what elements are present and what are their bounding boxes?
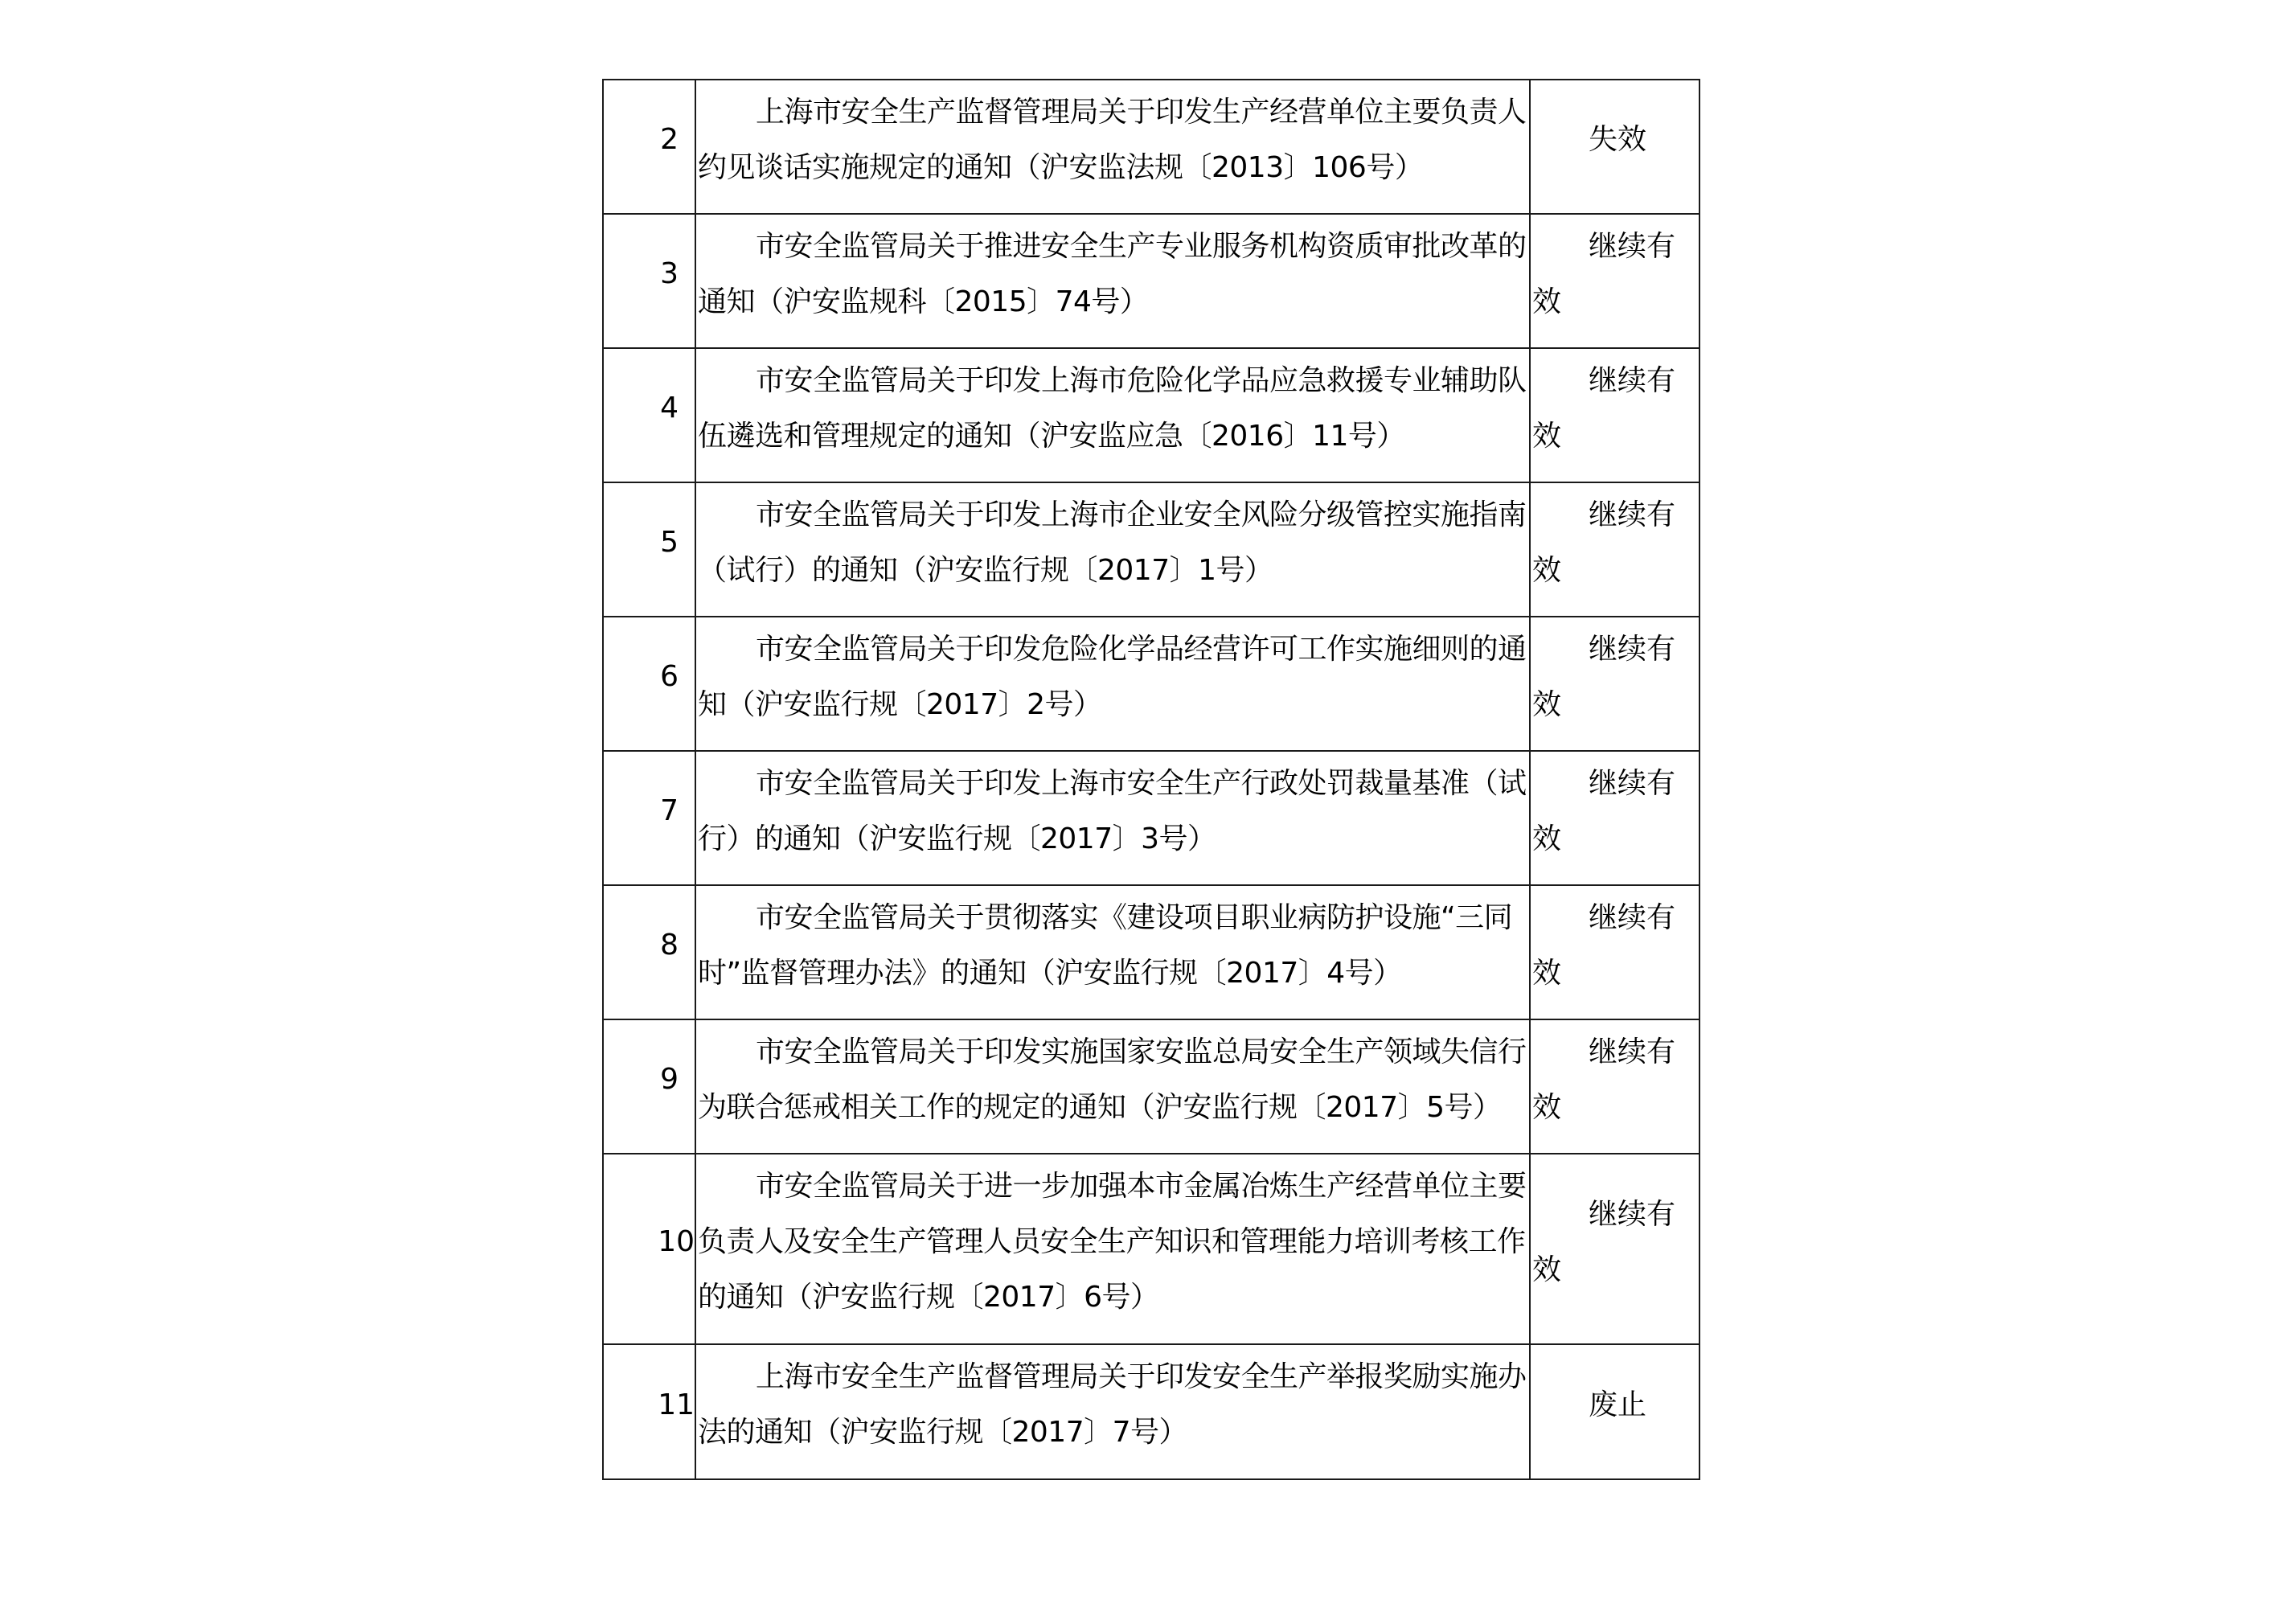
status-cell — [1530, 348, 1699, 482]
row-number-cell — [603, 80, 695, 214]
status-text: 效 — [1532, 1090, 1562, 1124]
status-cell — [1530, 482, 1699, 617]
regulations-table — [602, 79, 1700, 1480]
row-number: 4 — [660, 392, 679, 424]
document-title-line: 时”监督管理办法》的通知（沪安监行规〔2017〕4号） — [698, 956, 1402, 990]
document-title-line: 市安全监管局关于印发上海市危险化学品应急救援专业辅助队 — [756, 363, 1527, 397]
status-text: 继续有 — [1589, 766, 1676, 800]
status-cell — [1530, 617, 1699, 751]
row-number: 5 — [660, 526, 679, 559]
status-text: 继续有 — [1589, 632, 1676, 666]
table-row — [603, 482, 1699, 617]
status-text: 继续有 — [1589, 498, 1676, 531]
row-number-cell — [603, 617, 695, 751]
row-number-cell — [603, 1154, 695, 1344]
document-title-line: 为联合惩戒相关工作的规定的通知（沪安监行规〔2017〕5号） — [698, 1090, 1502, 1124]
row-number: 3 — [660, 257, 679, 290]
document-title-line: 行）的通知（沪安监行规〔2017〕3号） — [698, 822, 1216, 855]
document-title-line: 的通知（沪安监行规〔2017〕6号） — [698, 1281, 1159, 1314]
document-title-line: 负责人及安全生产管理人员安全生产知识和管理能力培训考核工作 — [698, 1225, 1526, 1258]
status-cell — [1530, 1019, 1699, 1154]
document-title-line: 市安全监管局关于贯彻落实《建设项目职业病防护设施“三同 — [756, 900, 1513, 934]
table-row — [603, 348, 1699, 482]
document-title-line: 市安全监管局关于印发上海市安全生产行政处罚裁量基准（试 — [756, 766, 1527, 800]
table-row — [603, 751, 1699, 885]
table-row — [603, 1019, 1699, 1154]
status-text: 失效 — [1589, 123, 1647, 156]
document-title-line: 市安全监管局关于印发实施国家安监总局安全生产领域失信行 — [756, 1035, 1527, 1068]
row-number-cell — [603, 885, 695, 1019]
status-text: 效 — [1532, 687, 1562, 721]
table-row — [603, 214, 1699, 348]
document-title-cell — [695, 80, 1530, 214]
document-title-line: 市安全监管局关于印发上海市企业安全风险分级管控实施指南 — [756, 498, 1527, 531]
document-title-line: 上海市安全生产监督管理局关于印发安全生产举报奖励实施办 — [756, 1360, 1527, 1393]
row-number: 9 — [660, 1063, 679, 1096]
status-text: 继续有 — [1589, 1035, 1676, 1068]
document-title-line: 市安全监管局关于进一步加强本市金属冶炼生产经营单位主要 — [756, 1170, 1527, 1203]
row-number-cell — [603, 482, 695, 617]
status-text: 废止 — [1589, 1388, 1647, 1421]
status-text: 效 — [1532, 1253, 1562, 1286]
status-text: 继续有 — [1589, 363, 1676, 397]
document-title-line: （试行）的通知（沪安监行规〔2017〕1号） — [698, 553, 1273, 587]
document-title-cell — [695, 482, 1530, 617]
row-number-cell — [603, 214, 695, 348]
status-text: 继续有 — [1589, 229, 1676, 263]
row-number: 7 — [660, 794, 679, 827]
status-text: 效 — [1532, 956, 1562, 990]
document-title-line: 上海市安全生产监督管理局关于印发生产经营单位主要负责人 — [756, 95, 1527, 129]
status-text: 效 — [1532, 285, 1562, 318]
document-title-line: 约见谈话实施规定的通知（沪安监法规〔2013〕106号） — [698, 150, 1424, 184]
document-title-cell — [695, 214, 1530, 348]
row-number: 8 — [660, 929, 679, 962]
row-number-cell — [603, 751, 695, 885]
document-title-line: 市安全监管局关于印发危险化学品经营许可工作实施细则的通 — [756, 632, 1527, 666]
status-text: 效 — [1532, 419, 1562, 453]
row-number: 11 — [658, 1388, 695, 1421]
document-title-line: 法的通知（沪安监行规〔2017〕7号） — [698, 1416, 1188, 1449]
row-number: 6 — [660, 660, 679, 693]
table-row — [603, 1344, 1699, 1479]
status-cell — [1530, 885, 1699, 1019]
document-title-line: 知（沪安监行规〔2017〕2号） — [698, 687, 1102, 721]
table-row — [603, 1154, 1699, 1344]
status-text: 效 — [1532, 822, 1562, 855]
document-title-cell — [695, 1019, 1530, 1154]
document-title-line: 通知（沪安监规科〔2015〕74号） — [698, 285, 1149, 318]
status-text: 继续有 — [1589, 900, 1676, 934]
status-cell — [1530, 1154, 1699, 1344]
document-title-cell — [695, 617, 1530, 751]
document-title-line: 伍遴选和管理规定的通知（沪安监应急〔2016〕11号） — [698, 419, 1405, 453]
status-cell — [1530, 1344, 1699, 1479]
row-number: 10 — [658, 1225, 695, 1258]
document-title-cell — [695, 751, 1530, 885]
row-number-cell — [603, 348, 695, 482]
status-cell — [1530, 214, 1699, 348]
row-number-cell — [603, 1344, 695, 1479]
document-title-cell — [695, 348, 1530, 482]
status-cell — [1530, 80, 1699, 214]
status-cell — [1530, 751, 1699, 885]
table-row — [603, 617, 1699, 751]
document-title-cell — [695, 885, 1530, 1019]
status-text: 继续有 — [1589, 1197, 1676, 1231]
document-title-line: 市安全监管局关于推进安全生产专业服务机构资质审批改革的 — [756, 229, 1527, 263]
document-title-cell — [695, 1344, 1530, 1479]
status-text: 效 — [1532, 553, 1562, 587]
row-number: 2 — [660, 123, 679, 156]
row-number-cell — [603, 1019, 695, 1154]
table-row — [603, 885, 1699, 1019]
document-title-cell — [695, 1154, 1530, 1344]
table-row — [603, 80, 1699, 214]
